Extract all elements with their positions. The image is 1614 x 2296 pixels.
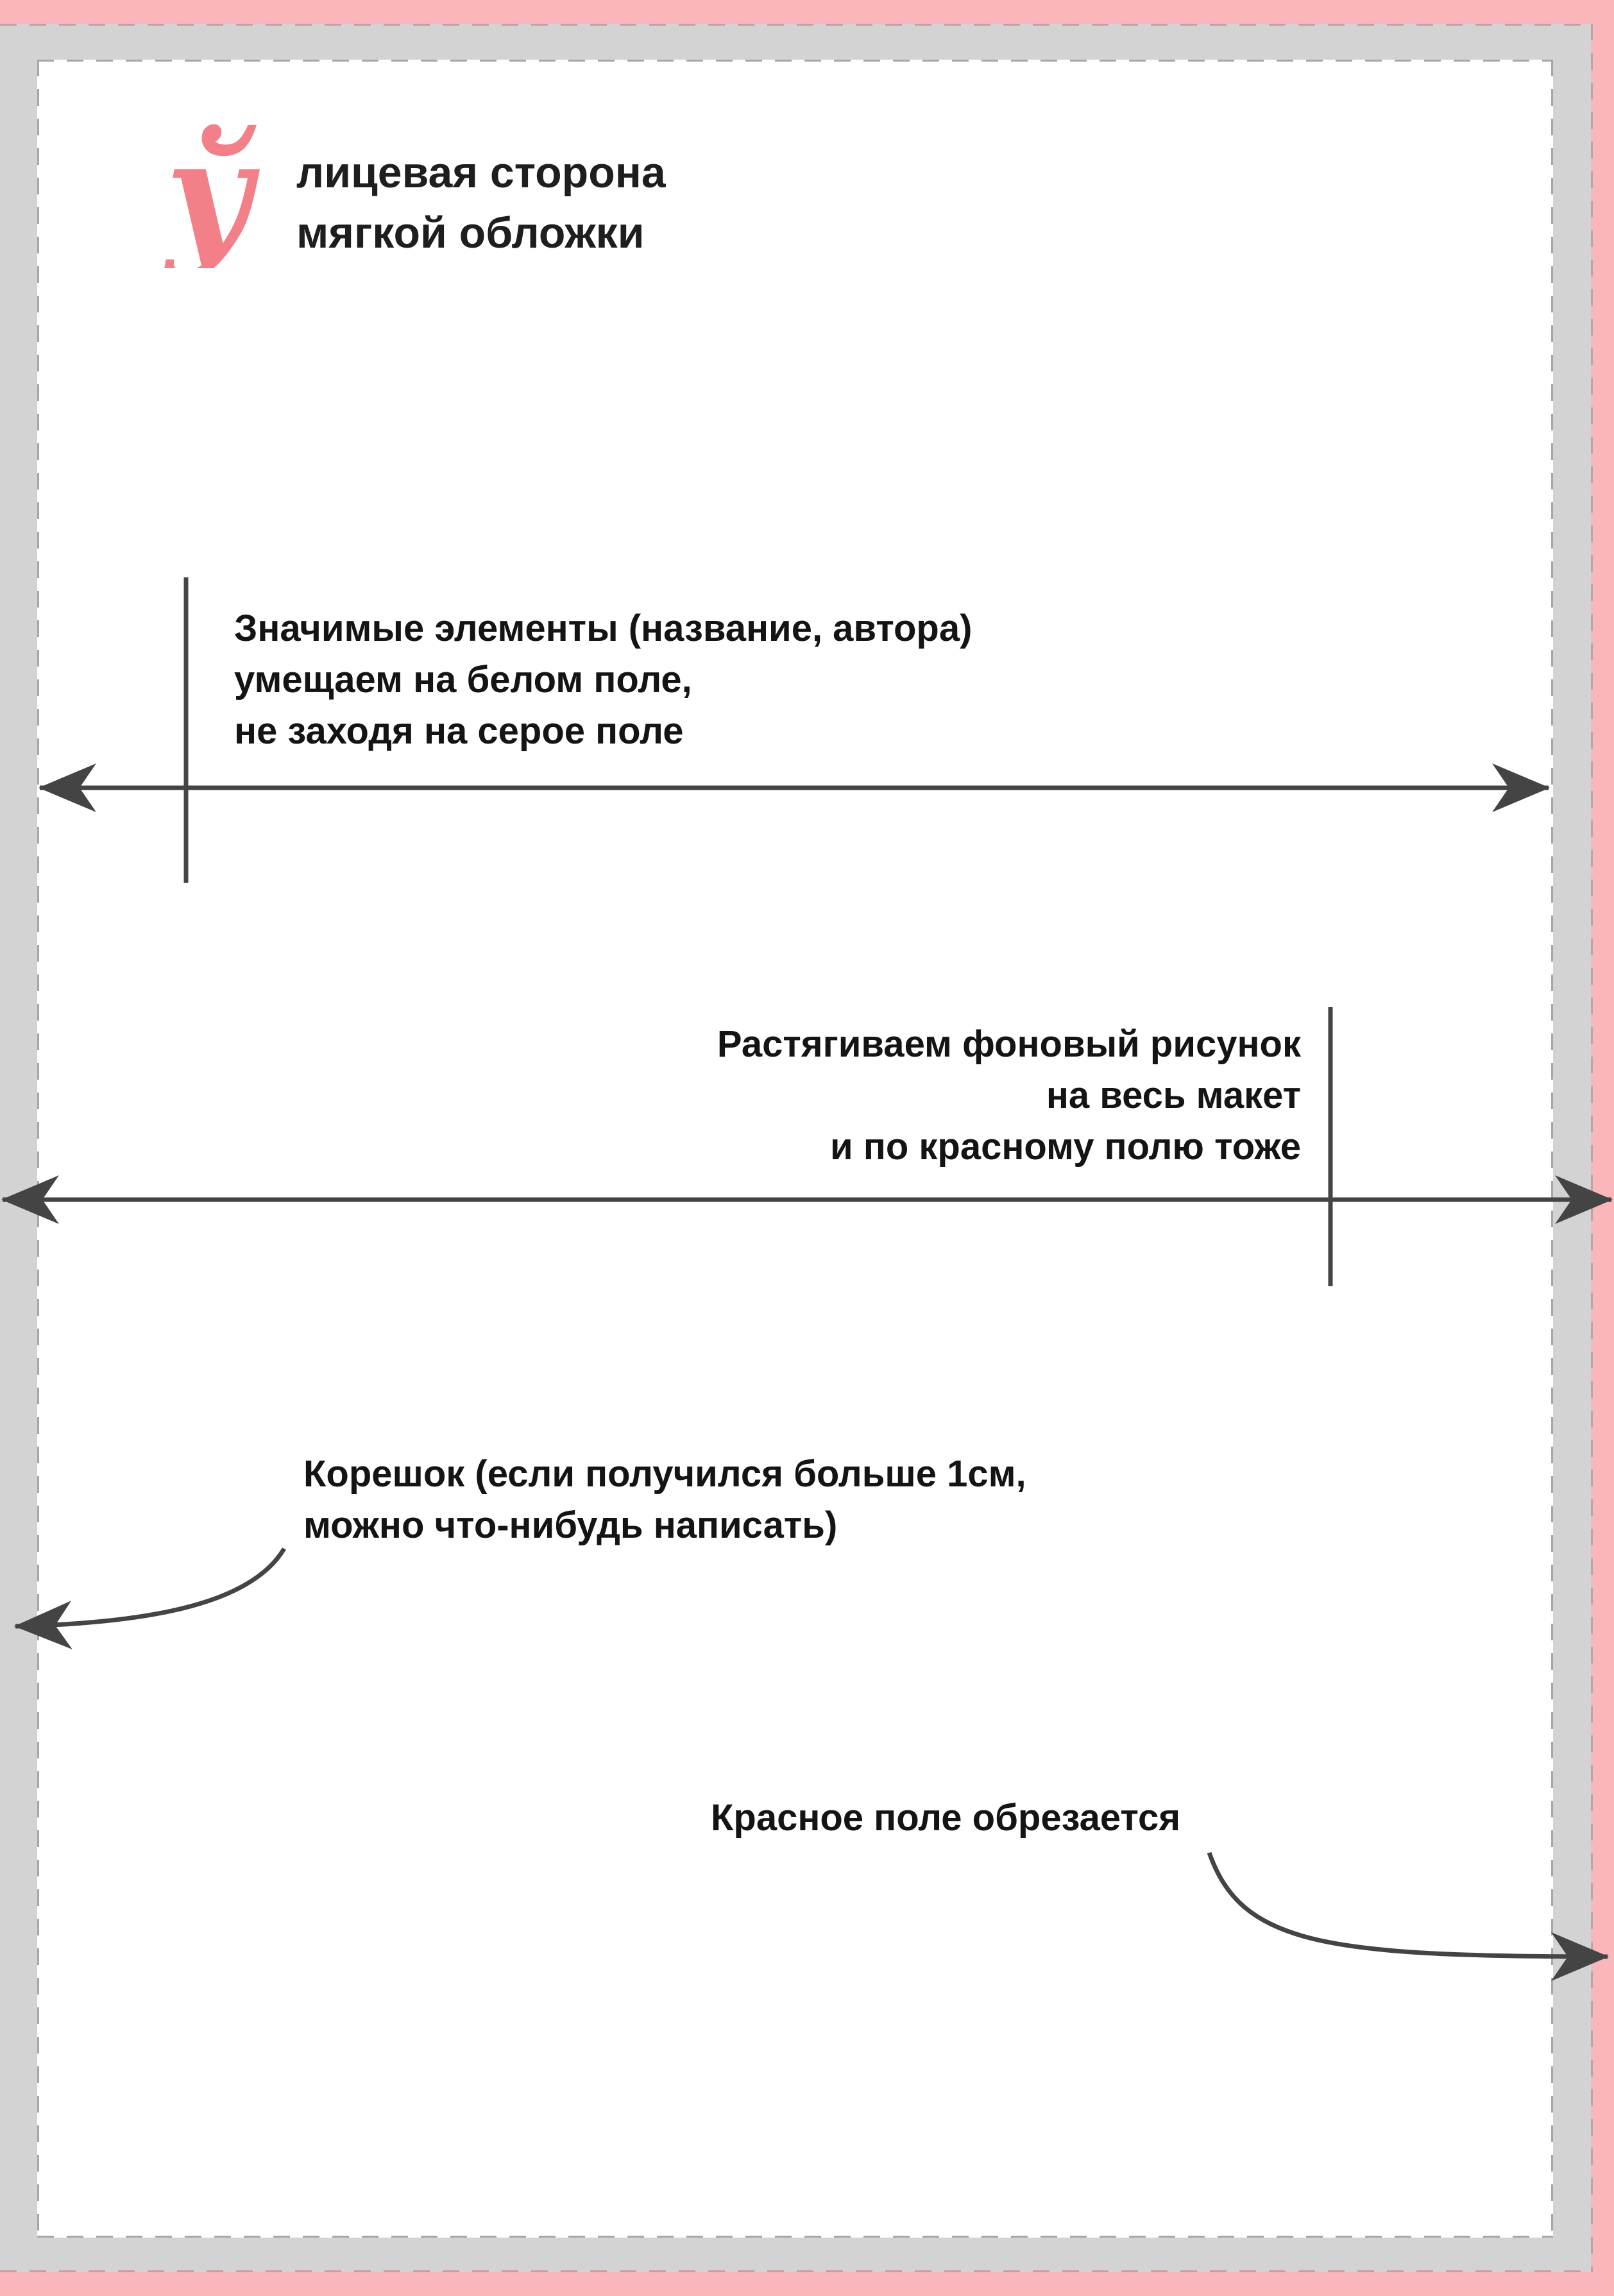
background-note-line-2: на весь макет	[1046, 1075, 1301, 1116]
trim-arrow	[1209, 1853, 1608, 1957]
safe-area-note-line-1: Значимые элементы (название, автора)	[234, 608, 973, 649]
spine-arrow	[15, 1549, 284, 1626]
svg-text:ў: ў	[166, 114, 254, 268]
spine-note-line-2: можно что-нибудь написать)	[303, 1504, 838, 1546]
background-note-line-3: и по красному полю тоже	[830, 1126, 1301, 1168]
page-title-line-2: мягкой обложки	[296, 208, 645, 257]
safe-area-note-line-3: не заходя на серое поле	[234, 710, 684, 752]
trim-note-line-1: Красное поле обрезается	[711, 1797, 1181, 1839]
safe-area-note-line-2: умещаем на белом поле,	[234, 659, 692, 701]
page-title-line-1: лицевая сторона	[296, 148, 666, 197]
spine-note-line-1: Корешок (если получился больше 1см,	[303, 1453, 1026, 1495]
background-note-line-1: Растягиваем фоновый рисунок	[717, 1023, 1301, 1065]
